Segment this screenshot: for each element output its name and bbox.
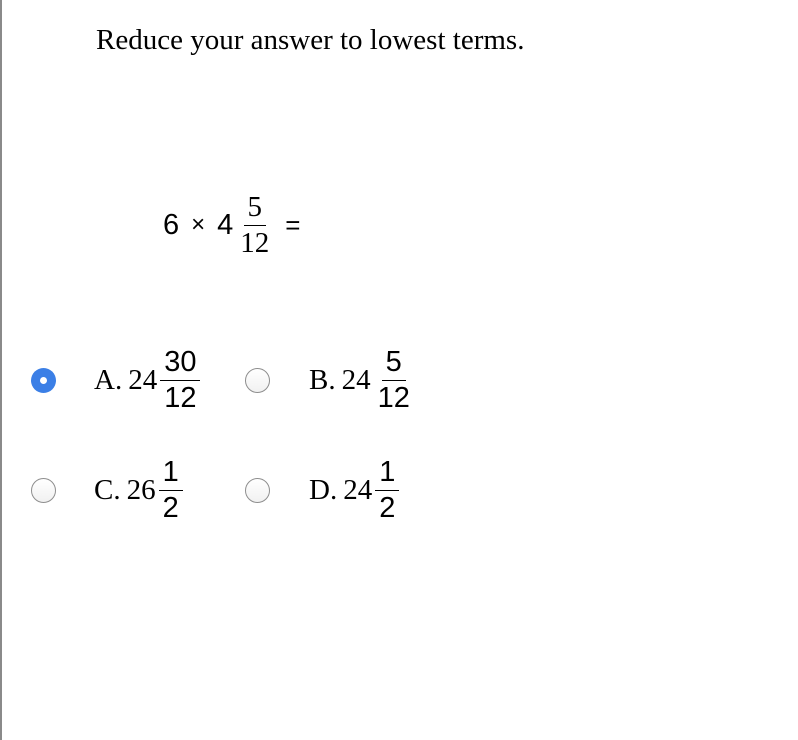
choice-b-numerator: 5 <box>382 348 406 381</box>
choice-d-fraction <box>375 455 399 524</box>
problem-numerator: 5 <box>244 193 267 226</box>
choice-d-whole: 24 <box>343 473 373 506</box>
choice-d-denominator: 2 <box>379 491 396 524</box>
problem-fraction <box>236 190 273 259</box>
choice-c-fraction <box>159 455 183 524</box>
choice-c-letter: C. <box>94 473 121 506</box>
instruction-text: Reduce your answer to lowest terms. <box>96 24 525 56</box>
problem-whole-number: 4 <box>217 208 234 241</box>
choice-c-whole: 26 <box>126 473 156 506</box>
problem-expression <box>163 182 300 268</box>
page-left-border <box>0 0 2 740</box>
choice-b-fraction <box>374 345 414 414</box>
problem-denominator: 12 <box>240 226 270 259</box>
times-operator: × <box>191 211 206 238</box>
choice-c-label[interactable] <box>94 446 183 534</box>
choice-a-whole: 24 <box>128 363 158 396</box>
choice-a-fraction <box>160 345 200 414</box>
choice-a-label[interactable] <box>94 336 200 424</box>
choice-a-denominator: 12 <box>164 381 197 414</box>
choice-c-denominator: 2 <box>162 491 179 524</box>
choice-d-numerator: 1 <box>375 458 399 491</box>
choice-b-denominator: 12 <box>377 381 410 414</box>
choice-c-numerator: 1 <box>159 458 183 491</box>
choice-d-label[interactable] <box>309 446 399 534</box>
choice-a-letter: A. <box>94 363 123 396</box>
choice-a-numerator: 30 <box>160 348 200 381</box>
problem-multiplier: 6 <box>163 208 180 241</box>
equals-sign: = <box>285 209 301 240</box>
choice-b-radio[interactable] <box>245 368 270 393</box>
choice-d-letter: D. <box>309 473 338 506</box>
choice-d-radio[interactable] <box>245 478 270 503</box>
choice-a-radio[interactable] <box>31 368 56 393</box>
choice-c-radio[interactable] <box>31 478 56 503</box>
choice-b-letter: B. <box>309 363 336 396</box>
choice-b-whole: 24 <box>341 363 371 396</box>
choice-b-label[interactable] <box>309 336 414 424</box>
